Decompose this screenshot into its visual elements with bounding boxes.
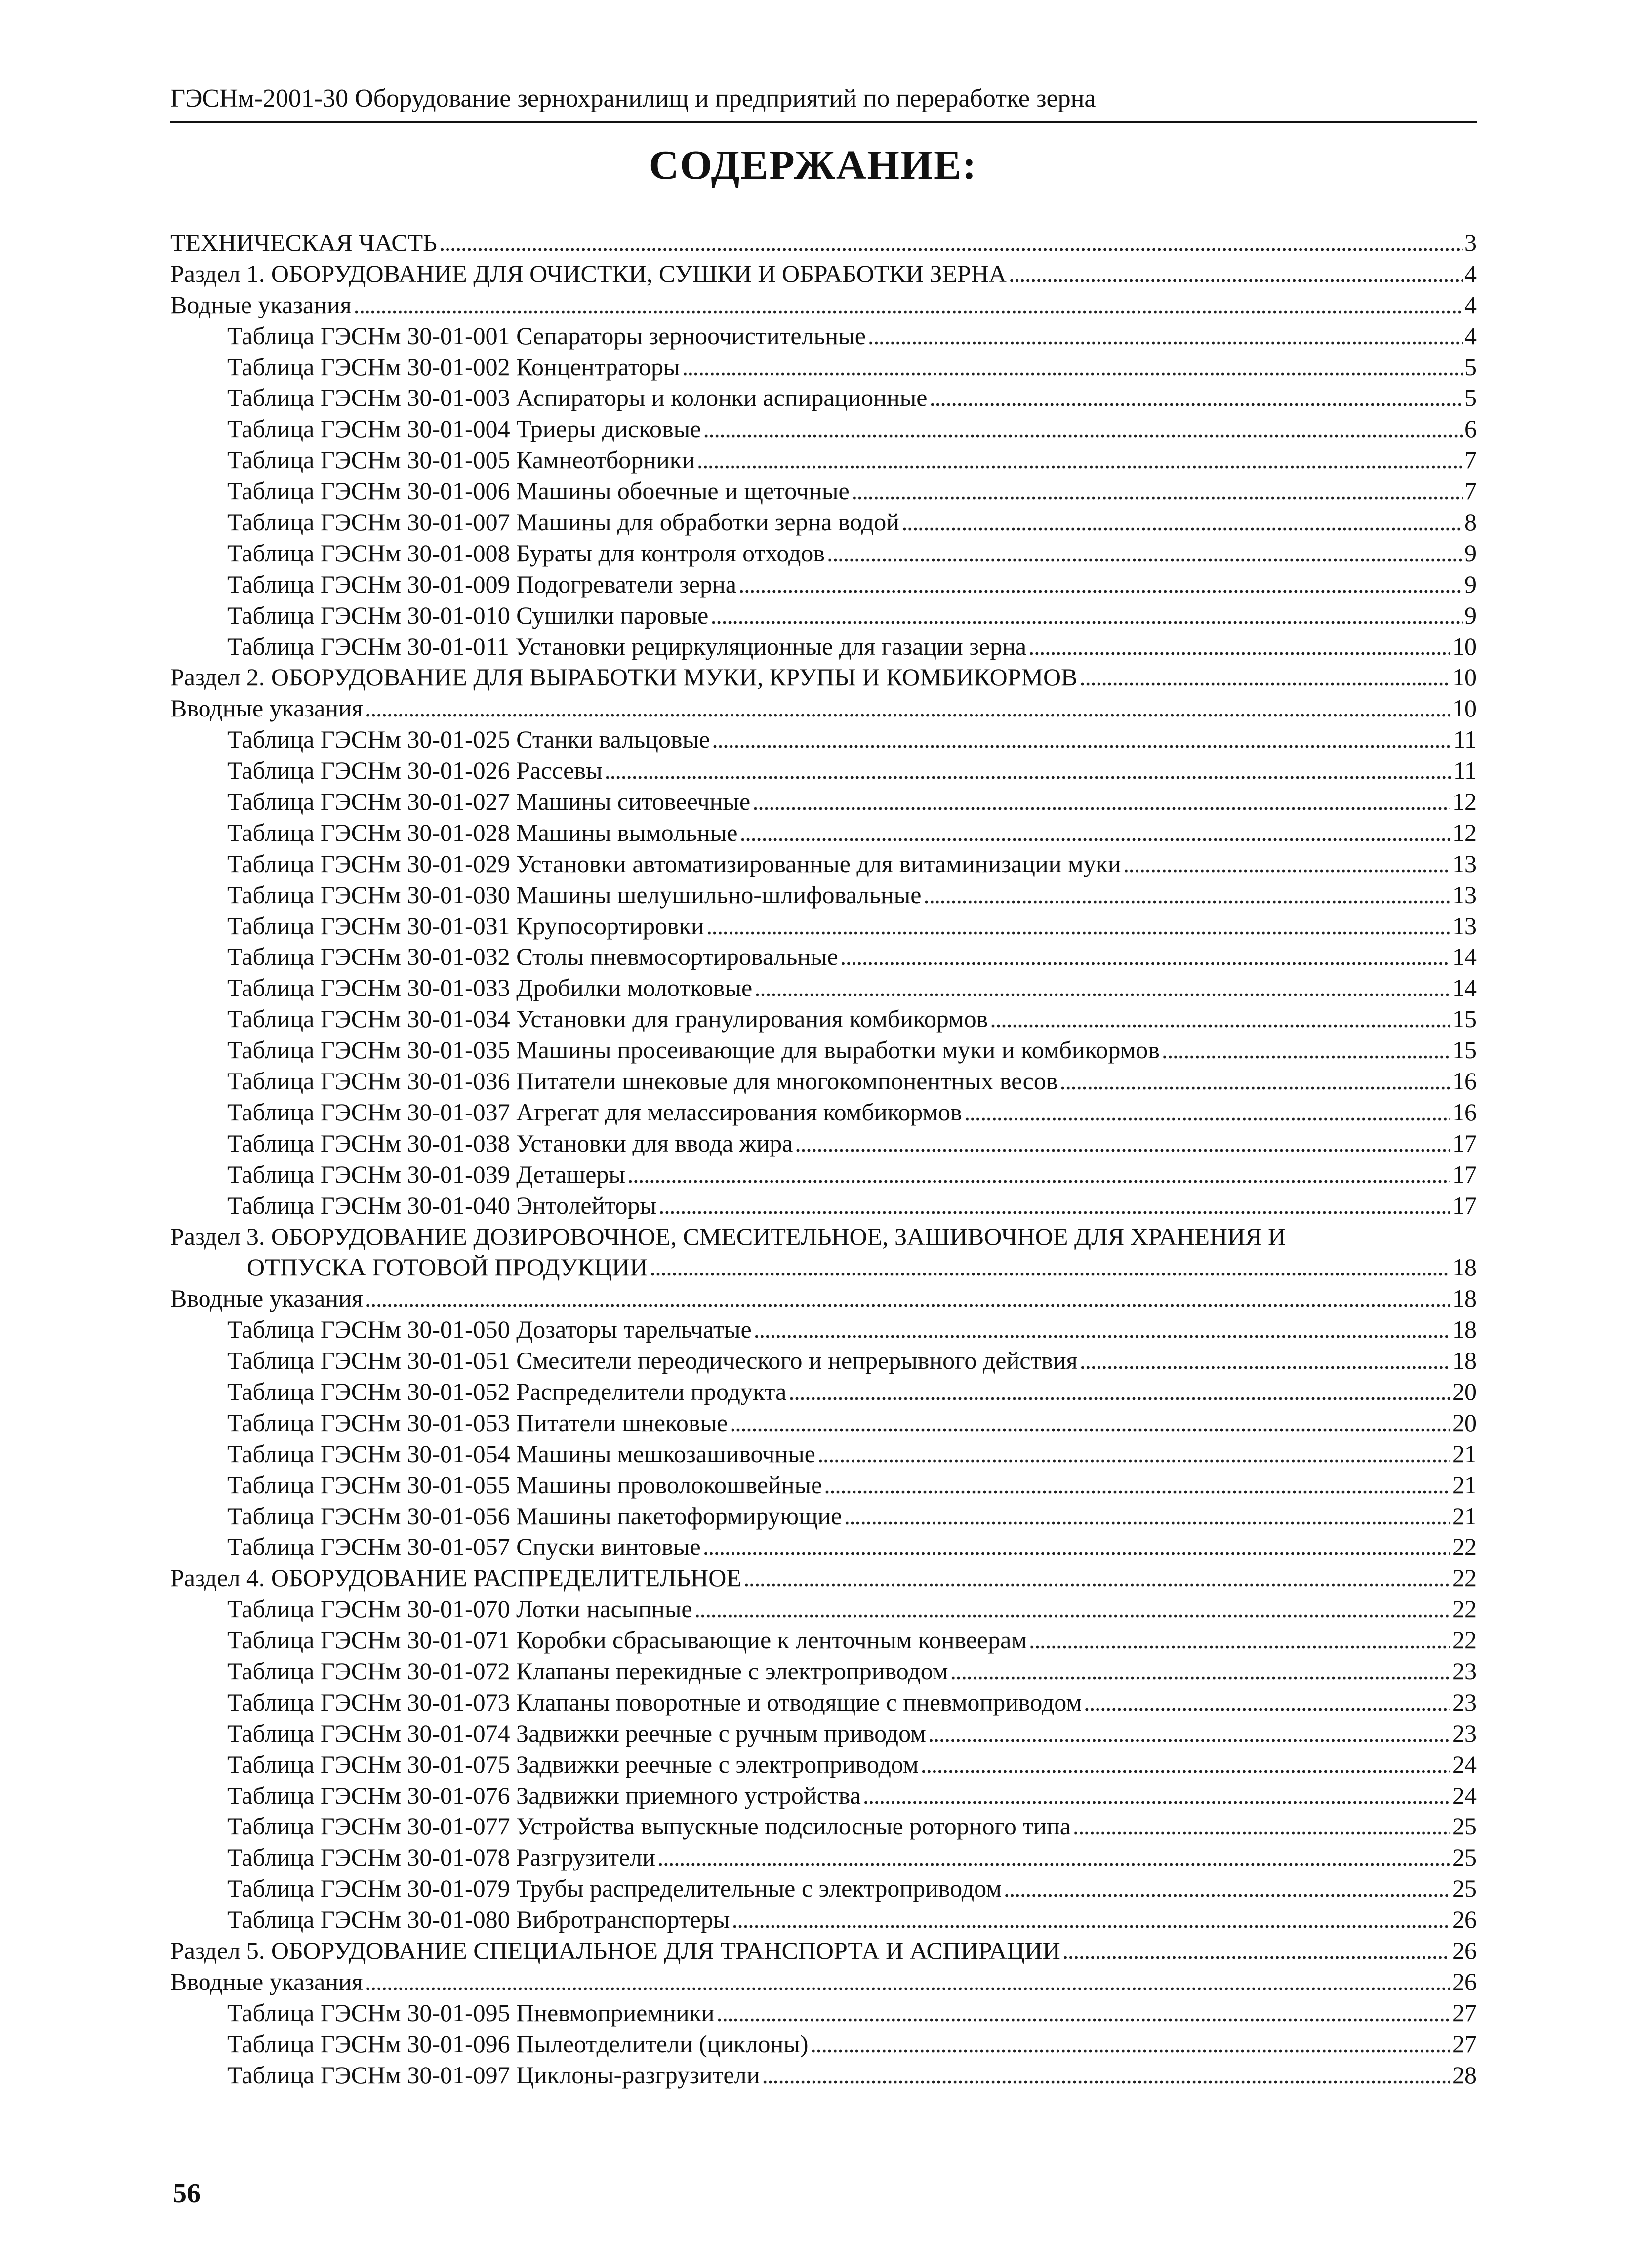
toc-entry-page: 20 (1452, 1377, 1477, 1405)
toc-entry-label: Таблица ГЭСНм 30-01-028 Машины вымольные (227, 818, 738, 846)
dot-leader (365, 1966, 1450, 1997)
dot-leader (694, 1593, 1450, 1625)
dot-leader (657, 1842, 1450, 1873)
toc-entry-label: Таблица ГЭСНм 30-01-076 Задвижки приемного устройства (227, 1781, 861, 1809)
toc-entry-label: Таблица ГЭСНм 30-01-001 Сепараторы зерноочистительные (227, 321, 866, 350)
table-of-contents (170, 227, 1477, 2090)
toc-entry-page: 7 (1464, 446, 1477, 474)
toc-entry-label: Раздел 5. ОБОРУДОВАНИЕ СПЕЦИАЛЬНОЕ ДЛЯ ТРАНСПОРТА И АСПИРАЦИИ (170, 1936, 1060, 1964)
toc-table-entry[interactable] (170, 1687, 1477, 1718)
toc-entry-page: 21 (1452, 1502, 1477, 1530)
dot-leader (795, 1128, 1450, 1159)
toc-entry-page: 15 (1452, 1005, 1477, 1033)
toc-table-entry[interactable] (170, 1345, 1477, 1376)
toc-entry-label: Таблица ГЭСНм 30-01-051 Смесители переодического и непрерывного действия (227, 1347, 1078, 1375)
toc-entry-label: Таблица ГЭСНм 30-01-035 Машины просеивающие для выработки муки и комбикормов (227, 1036, 1160, 1064)
toc-table-entry[interactable] (170, 1656, 1477, 1687)
toc-entry-label: Таблица ГЭСНм 30-01-077 Устройства выпускные подсилосные роторного типа (227, 1812, 1071, 1840)
toc-table-entry[interactable] (170, 538, 1477, 569)
toc-entry-page: 14 (1452, 943, 1477, 971)
toc-table-entry[interactable] (170, 1314, 1477, 1345)
toc-table-entry[interactable] (170, 911, 1477, 942)
toc-table-entry[interactable] (170, 1190, 1477, 1221)
toc-section-entry[interactable] (170, 258, 1477, 289)
toc-table-entry[interactable] (170, 1003, 1477, 1035)
toc-entry-continuation (170, 1252, 1477, 1283)
toc-table-entry[interactable] (170, 1501, 1477, 1532)
toc-table-entry[interactable] (170, 382, 1477, 413)
dot-leader (1004, 1873, 1450, 1904)
toc-table-entry[interactable] (170, 786, 1477, 817)
toc-entry-page: 11 (1453, 725, 1477, 754)
toc-entry-page: 7 (1464, 477, 1477, 505)
toc-table-entry[interactable] (170, 1718, 1477, 1749)
dot-leader (627, 1159, 1450, 1190)
toc-entry-page: 10 (1452, 694, 1477, 722)
toc-table-entry[interactable] (170, 1873, 1477, 1904)
toc-entry-label: Таблица ГЭСНм 30-01-033 Дробилки молотковые (227, 974, 753, 1002)
toc-entry-page: 21 (1452, 1471, 1477, 1499)
dot-leader (703, 1531, 1450, 1562)
toc-entry-page: 18 (1452, 1284, 1477, 1313)
dot-leader (706, 911, 1450, 942)
toc-entry-label: Таблица ГЭСНм 30-01-005 Камнеотборники (227, 446, 695, 474)
toc-table-entry[interactable] (170, 352, 1477, 383)
toc-table-entry[interactable] (170, 1780, 1477, 1811)
toc-entry-page: 18 (1452, 1315, 1477, 1344)
toc-entry-label: Таблица ГЭСНм 30-01-074 Задвижки реечные с ручным приводом (227, 1719, 926, 1747)
toc-entry-label: Таблица ГЭСНм 30-01-078 Разгрузители (227, 1843, 656, 1871)
toc-section-entry[interactable] (170, 1935, 1477, 1966)
dot-leader (754, 1314, 1450, 1345)
toc-entry-label: Таблица ГЭСНм 30-01-006 Машины обоечные и щеточные (227, 477, 850, 505)
toc-table-entry[interactable] (170, 413, 1477, 444)
toc-entry-page: 9 (1464, 539, 1477, 567)
dot-leader (439, 227, 1463, 258)
dot-leader (928, 1718, 1450, 1749)
toc-entry-page: 13 (1452, 880, 1477, 909)
toc-entry-label: Раздел 2. ОБОРУДОВАНИЕ ДЛЯ ВЫРАБОТКИ МУКИ, КРУПЫ И КОМБИКОРМОВ (170, 663, 1078, 691)
dot-leader (717, 1997, 1450, 2029)
toc-entry-label: Таблица ГЭСНм 30-01-053 Питатели шнековые (227, 1408, 728, 1436)
toc-entry-page: 10 (1452, 663, 1477, 691)
toc-entry-page: 22 (1452, 1595, 1477, 1623)
dot-leader (811, 2029, 1450, 2060)
toc-entry-label: Таблица ГЭСНм 30-01-073 Клапаны поворотные и отводящие с пневмоприводом (227, 1688, 1082, 1716)
toc-entry-page: 17 (1452, 1160, 1477, 1188)
toc-entry-label: Таблица ГЭСНм 30-01-052 Распределители продукта (227, 1377, 787, 1405)
dot-leader (1080, 1345, 1450, 1376)
toc-entry-page: 25 (1452, 1843, 1477, 1871)
dot-leader (697, 444, 1463, 476)
toc-entry-page: 18 (1452, 1347, 1477, 1375)
toc-table-entry[interactable] (170, 631, 1477, 662)
dot-leader (762, 2060, 1450, 2091)
toc-entry-page: 4 (1464, 259, 1477, 287)
toc-table-entry[interactable] (170, 444, 1477, 476)
toc-table-entry[interactable] (170, 941, 1477, 972)
toc-entry-page: 17 (1452, 1129, 1477, 1157)
toc-entry-page: 24 (1452, 1781, 1477, 1809)
toc-entry-page: 3 (1464, 229, 1477, 256)
toc-entry-label: Вводные указания (170, 1284, 363, 1313)
toc-entry-label: Таблица ГЭСНм 30-01-003 Аспираторы и колонки аспирационные (227, 384, 928, 412)
toc-entry-label: Таблица ГЭСНм 30-01-010 Сушилки паровые (227, 601, 709, 629)
header-rule (170, 121, 1477, 123)
toc-entry-page: 26 (1452, 1936, 1477, 1964)
toc-entry-label: Таблица ГЭСНм 30-01-034 Установки для гранулирования комбикормов (227, 1005, 988, 1033)
toc-table-entry[interactable] (170, 1842, 1477, 1873)
dot-leader (844, 1501, 1450, 1532)
toc-entry-label: Таблица ГЭСНм 30-01-002 Концентраторы (227, 353, 680, 381)
toc-entry-label: Раздел 4. ОБОРУДОВАНИЕ РАСПРЕДЕЛИТЕЛЬНОЕ (170, 1564, 741, 1592)
toc-entry-page: 15 (1452, 1036, 1477, 1064)
toc-entry-label: Таблица ГЭСНм 30-01-096 Пылеотделители (циклоны) (227, 2029, 809, 2058)
toc-entry-label: Таблица ГЭСНм 30-01-055 Машины проволокошвейные (227, 1471, 822, 1499)
toc-table-entry[interactable] (170, 1997, 1477, 2029)
toc-entry-page: 5 (1464, 353, 1477, 381)
toc-entry-page: 9 (1464, 601, 1477, 629)
toc-entry-label: Таблица ГЭСНм 30-01-070 Лотки насыпные (227, 1595, 692, 1623)
toc-entry-page: 21 (1452, 1439, 1477, 1468)
dot-leader (1029, 1625, 1450, 1656)
dot-leader (605, 755, 1451, 786)
toc-table-entry[interactable] (170, 972, 1477, 1003)
toc-section-entry[interactable] (170, 693, 1477, 724)
toc-section-entry[interactable] (170, 1283, 1477, 1314)
toc-entry-label: Таблица ГЭСНм 30-01-036 Питатели шнековые для многокомпонентных весов (227, 1067, 1058, 1095)
dot-leader (840, 941, 1450, 972)
toc-table-entry[interactable] (170, 1470, 1477, 1501)
toc-entry-label: Таблица ГЭСНм 30-01-050 Дозаторы тарельчатые (227, 1315, 752, 1344)
toc-entry-label: Таблица ГЭСНм 30-01-075 Задвижки реечные с электроприводом (227, 1750, 919, 1778)
toc-entry-label: Таблица ГЭСНм 30-01-039 Деташеры (227, 1160, 626, 1188)
dot-leader (863, 1780, 1450, 1811)
dot-leader (950, 1656, 1450, 1687)
toc-entry-label: Таблица ГЭСНм 30-01-038 Установки для ввода жира (227, 1129, 793, 1157)
toc-entry-page: 12 (1452, 788, 1477, 816)
dot-leader (743, 1562, 1450, 1593)
toc-table-entry[interactable] (170, 1904, 1477, 1935)
toc-entry-label: Таблица ГЭСНм 30-01-004 Триеры дисковые (227, 415, 701, 443)
dot-leader (923, 879, 1450, 911)
dot-leader (650, 1252, 1450, 1283)
toc-entry-label: Таблица ГЭСНм 30-01-040 Энтолейторы (227, 1191, 657, 1219)
toc-table-entry[interactable] (170, 1811, 1477, 1842)
toc-entry-page: 9 (1464, 570, 1477, 598)
toc-entry-page: 18 (1452, 1253, 1477, 1281)
dot-leader (710, 600, 1463, 631)
toc-table-entry[interactable] (170, 879, 1477, 911)
dot-leader (365, 1283, 1450, 1314)
toc-entry-label: Таблица ГЭСНм 30-01-097 Циклоны-разгрузители (227, 2061, 760, 2089)
page-number: 56 (173, 2178, 201, 2209)
toc-entry-page: 17 (1452, 1191, 1477, 1219)
toc-entry-page: 23 (1452, 1657, 1477, 1685)
toc-entry-page: 8 (1464, 508, 1477, 536)
dot-leader (1062, 1935, 1450, 1966)
dot-leader (990, 1003, 1450, 1035)
toc-entry-page: 25 (1452, 1812, 1477, 1840)
toc-table-entry[interactable] (170, 1625, 1477, 1656)
toc-entry-label: Раздел 1. ОБОРУДОВАНИЕ ДЛЯ ОЧИСТКИ, СУШКИ И ОБРАБОТКИ ЗЕРНА (170, 259, 1007, 287)
toc-section-entry[interactable] (170, 1562, 1477, 1593)
dot-leader (354, 289, 1463, 320)
toc-entry-label: Вводные указания (170, 694, 363, 722)
toc-entry-label: Таблица ГЭСНм 30-01-031 Крупосортировки (227, 912, 704, 940)
toc-table-entry[interactable] (170, 1531, 1477, 1562)
toc-entry-page: 13 (1452, 912, 1477, 940)
dot-leader (732, 1904, 1450, 1935)
toc-table-entry[interactable] (170, 1376, 1477, 1407)
toc-entry-page: 5 (1464, 384, 1477, 412)
toc-section-entry[interactable] (170, 289, 1477, 320)
dot-leader (1009, 258, 1463, 289)
toc-entry-label: Таблица ГЭСНм 30-01-095 Пневмоприемники (227, 1998, 715, 2027)
toc-table-entry[interactable] (170, 1035, 1477, 1066)
toc-table-entry[interactable] (170, 1159, 1477, 1190)
toc-section-entry[interactable] (170, 1966, 1477, 1997)
dot-leader (1079, 662, 1450, 693)
toc-table-entry[interactable] (170, 1749, 1477, 1780)
dot-leader (964, 1097, 1450, 1128)
dot-leader (682, 352, 1463, 383)
toc-entry-page: 10 (1452, 632, 1477, 660)
toc-entry-page: 20 (1452, 1408, 1477, 1436)
toc-entry-label: Таблица ГЭСНм 30-01-080 Вибротранспортеры (227, 1906, 730, 1934)
toc-entry-label: Таблица ГЭСНм 30-01-056 Машины пакетоформирующие (227, 1502, 842, 1530)
dot-leader (1028, 631, 1450, 662)
dot-leader (929, 382, 1463, 413)
toc-entry-label: Вводные указания (170, 1967, 363, 1995)
toc-table-entry[interactable] (170, 848, 1477, 879)
toc-entry-page: 26 (1452, 1967, 1477, 1995)
dot-leader (754, 972, 1450, 1003)
toc-entry-page: 13 (1452, 849, 1477, 877)
toc-entry-label: Таблица ГЭСНм 30-01-029 Установки автоматизированные для витаминизации муки (227, 849, 1121, 877)
toc-entry-page: 16 (1452, 1067, 1477, 1095)
toc-table-entry[interactable] (170, 755, 1477, 786)
toc-table-entry[interactable] (170, 320, 1477, 352)
toc-entry-page: 27 (1452, 1998, 1477, 2027)
toc-table-entry[interactable] (170, 1097, 1477, 1128)
toc-table-entry[interactable] (170, 1593, 1477, 1625)
toc-entry-page: 14 (1452, 974, 1477, 1002)
toc-entry-page: 26 (1452, 1906, 1477, 1934)
toc-entry-label: Таблица ГЭСНм 30-01-008 Бураты для контроля отходов (227, 539, 825, 567)
toc-section-entry[interactable] (170, 227, 1477, 258)
dot-leader (827, 538, 1463, 569)
dot-leader (730, 1407, 1450, 1438)
toc-entry-page: 25 (1452, 1874, 1477, 1903)
toc-table-entry[interactable] (170, 1438, 1477, 1470)
toc-table-entry[interactable] (170, 476, 1477, 507)
toc-entry-page: 23 (1452, 1688, 1477, 1716)
toc-entry-label: Таблица ГЭСНм 30-01-007 Машины для обработки зерна водой (227, 508, 900, 536)
toc-table-entry[interactable] (170, 600, 1477, 631)
toc-entry-page: 23 (1452, 1719, 1477, 1747)
toc-entry-label: Таблица ГЭСНм 30-01-079 Трубы распределительные с электроприводом (227, 1874, 1002, 1903)
dot-leader (738, 569, 1463, 600)
toc-entry-page: 4 (1464, 290, 1477, 318)
toc-entry-label: Таблица ГЭСНм 30-01-026 Рассевы (227, 756, 603, 785)
toc-entry-label: Таблица ГЭСНм 30-01-032 Столы пневмосортировальные (227, 943, 838, 971)
dot-leader (1084, 1687, 1450, 1718)
toc-entry-label: Таблица ГЭСНм 30-01-025 Станки вальцовые (227, 725, 710, 754)
running-header: ГЭСНм-2001-30 Оборудование зернохранилищ и предприятий по переработке зерна (170, 84, 1096, 113)
toc-entry-page: 6 (1464, 415, 1477, 443)
toc-table-entry[interactable] (170, 569, 1477, 600)
toc-entry-label: ТЕХНИЧЕСКАЯ ЧАСТЬ (170, 229, 437, 256)
dot-leader (1073, 1811, 1450, 1842)
toc-entry-label: Таблица ГЭСНм 30-01-027 Машины ситовеечные (227, 788, 751, 816)
dot-leader (1059, 1066, 1450, 1097)
toc-table-entry[interactable] (170, 2029, 1477, 2060)
toc-entry-label: Таблица ГЭСНм 30-01-071 Коробки сбрасывающие к ленточным конвеерам (227, 1626, 1027, 1654)
dot-leader (824, 1470, 1450, 1501)
toc-entry-page: 11 (1453, 756, 1477, 785)
toc-entry-page: 24 (1452, 1750, 1477, 1778)
toc-entry-label: Раздел 3. ОБОРУДОВАНИЕ ДОЗИРОВОЧНОЕ, СМЕСИТЕЛЬНОЕ, ЗАШИВОЧНОЕ ДЛЯ ХРАНЕНИЯ И (170, 1222, 1286, 1250)
dot-leader (901, 507, 1463, 538)
toc-section-entry[interactable] (170, 662, 1477, 693)
toc-entry-page: 16 (1452, 1098, 1477, 1126)
dot-leader (712, 724, 1451, 755)
toc-entry-label: Таблица ГЭСНм 30-01-009 Подогреватели зерна (227, 570, 736, 598)
toc-entry-label: Таблица ГЭСНм 30-01-057 Спуски винтовые (227, 1533, 701, 1561)
dot-leader (752, 786, 1450, 817)
toc-table-entry[interactable] (170, 817, 1477, 848)
toc-entry-label: Водные указания (170, 290, 352, 318)
toc-table-entry[interactable] (170, 1128, 1477, 1159)
dot-leader (365, 693, 1450, 724)
toc-entry-page: 12 (1452, 818, 1477, 846)
dot-leader (817, 1438, 1450, 1470)
toc-table-entry[interactable] (170, 724, 1477, 755)
toc-table-entry[interactable] (170, 2060, 1477, 2091)
dot-leader (868, 320, 1463, 352)
toc-entry-page: 28 (1452, 2061, 1477, 2089)
dot-leader (852, 476, 1463, 507)
dot-leader (1162, 1035, 1450, 1066)
dot-leader (703, 413, 1463, 444)
toc-entry-page: 22 (1452, 1533, 1477, 1561)
dot-leader (921, 1749, 1450, 1780)
toc-table-entry[interactable] (170, 1407, 1477, 1438)
toc-entry-label: Таблица ГЭСНм 30-01-072 Клапаны перекидные с электроприводом (227, 1657, 948, 1685)
dot-leader (788, 1376, 1450, 1407)
toc-table-entry[interactable] (170, 1066, 1477, 1097)
dot-leader (739, 817, 1450, 848)
toc-entry-label: Таблица ГЭСНм 30-01-011 Установки рециркуляционные для газации зерна (227, 632, 1027, 660)
toc-entry-label: Таблица ГЭСНм 30-01-054 Машины мешкозашивочные (227, 1439, 815, 1468)
toc-entry-label-continued: ОТПУСКА ГОТОВОЙ ПРОДУКЦИИ (247, 1253, 648, 1281)
toc-section-entry[interactable] (170, 1221, 1477, 1283)
toc-entry-page: 22 (1452, 1626, 1477, 1654)
dot-leader (658, 1190, 1450, 1221)
page-title: СОДЕРЖАНИЕ: (649, 142, 977, 188)
toc-entry-page: 22 (1452, 1564, 1477, 1592)
toc-entry-label: Таблица ГЭСНм 30-01-030 Машины шелушильно-шлифовальные (227, 880, 922, 909)
toc-table-entry[interactable] (170, 507, 1477, 538)
toc-entry-page: 27 (1452, 2029, 1477, 2058)
toc-entry-label: Таблица ГЭСНм 30-01-037 Агрегат для мелассирования комбикормов (227, 1098, 962, 1126)
toc-entry-page: 4 (1464, 321, 1477, 350)
dot-leader (1123, 848, 1450, 879)
